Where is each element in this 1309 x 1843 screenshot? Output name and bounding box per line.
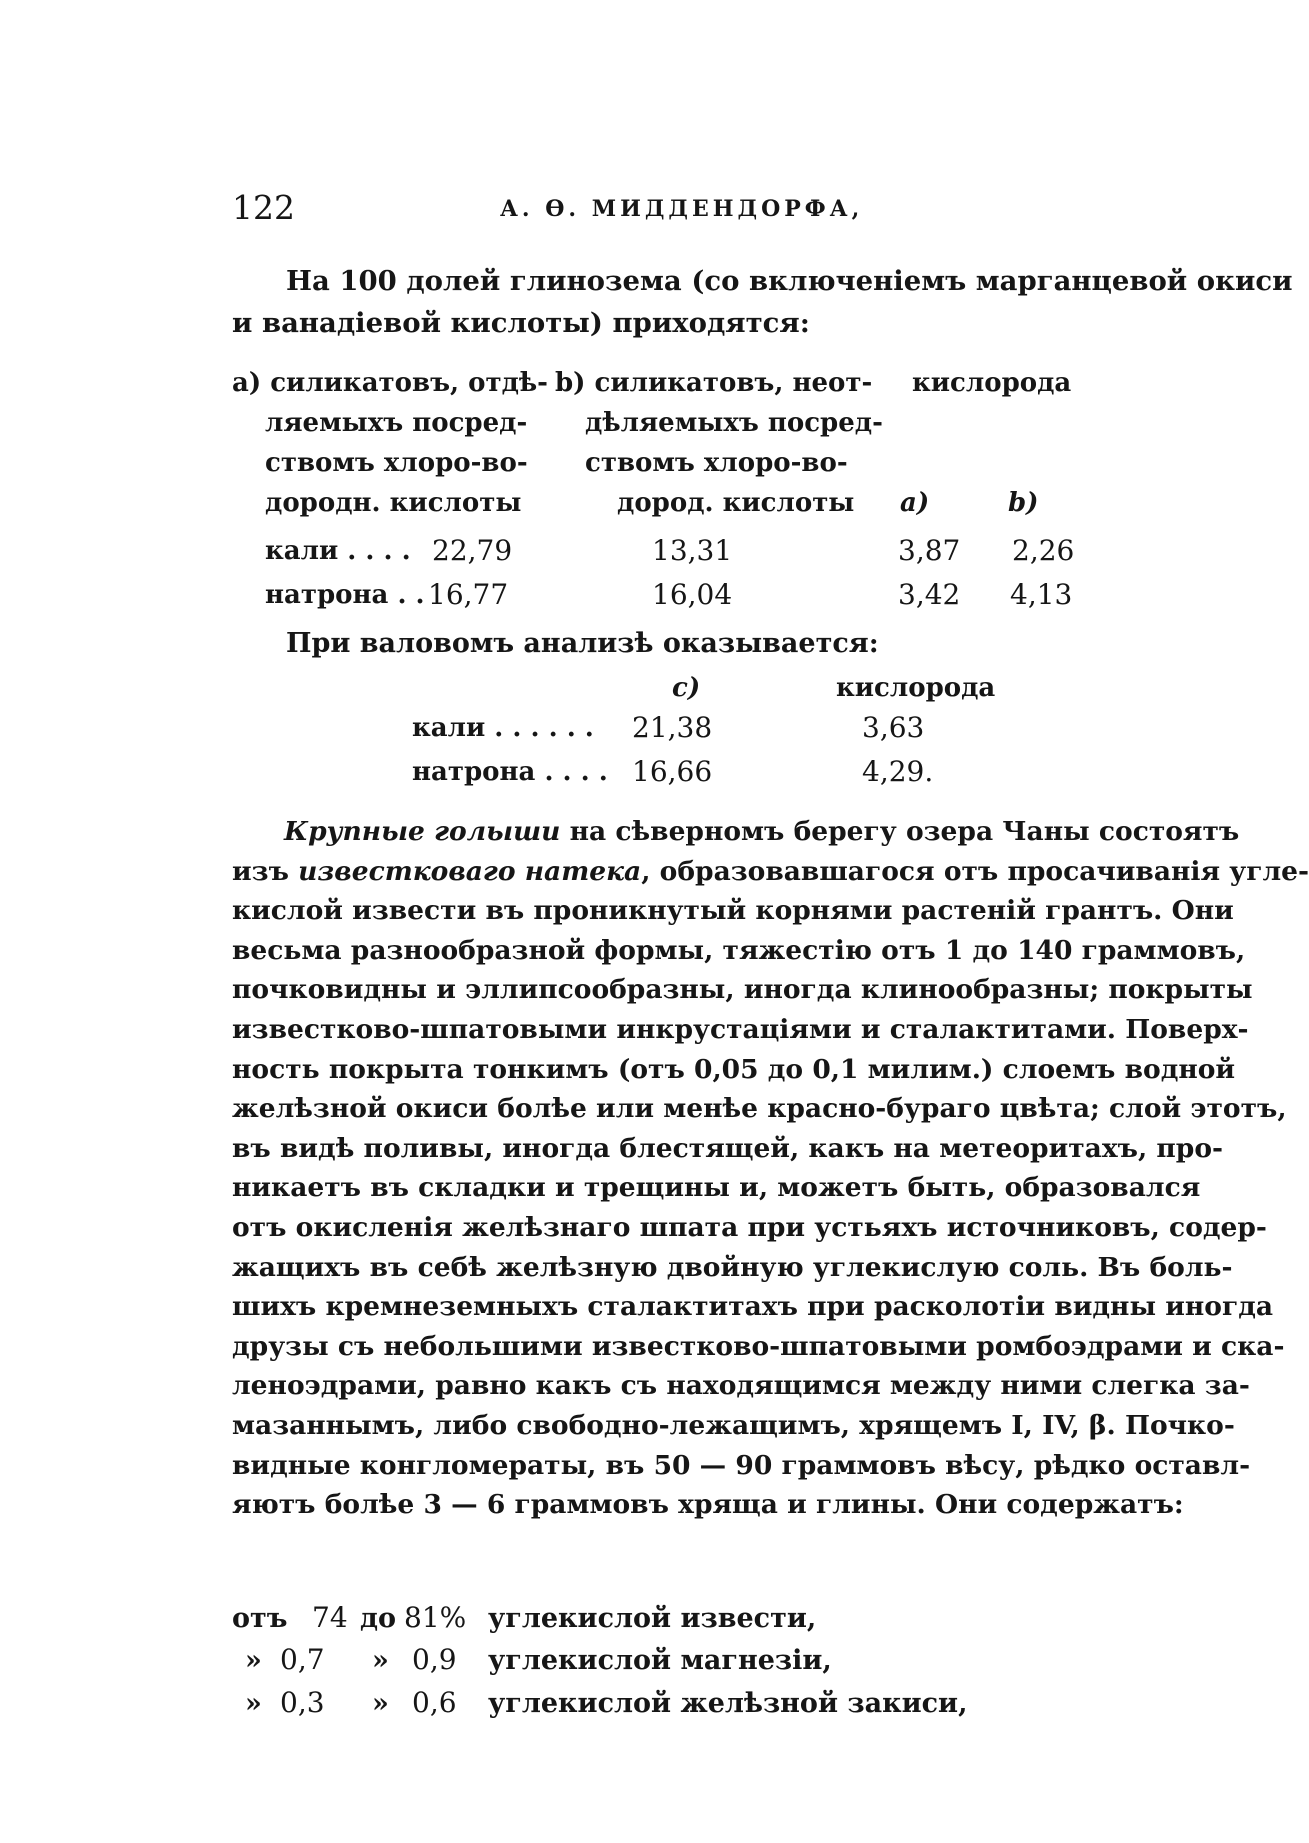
col-b-header-2: дѣляемыхъ посред- <box>585 408 883 438</box>
row-natrona-ox-a: 3,42 <box>898 578 961 611</box>
row-natrona-ox-b: 4,13 <box>1010 578 1073 611</box>
oxygen-header: кислорода <box>912 368 1072 398</box>
page-number: 122 <box>232 188 295 227</box>
paragraph-italic-term: Крупные голыши <box>284 816 561 847</box>
paragraph-line: видные конгломераты, въ 50 — 90 граммовъ вѣсу, рѣдко оставл- <box>232 1449 1251 1481</box>
oxygen-sub-b: b) <box>1008 488 1039 518</box>
bulk-row-natrona-oxygen: 4,29. <box>862 755 934 788</box>
paragraph-line: известково-шпатовыми инкрустаціями и сталактитами. Поверх- <box>232 1013 1249 1045</box>
bulk-row-natrona-label: натрона . . . . <box>412 757 608 787</box>
comp-substance: углекислой извести, <box>488 1603 817 1634</box>
bulk-intro: При валовомъ анализѣ оказывается: <box>286 628 879 659</box>
comp-mid: » <box>372 1688 389 1719</box>
paragraph-line: весьма разнообразной формы, тяжестію отъ 1 до 140 граммовъ, <box>232 934 1246 966</box>
paragraph-line: почковидны и эллипсообразны, иногда клинообразны; покрыты <box>232 974 1253 1006</box>
paragraph-line: отъ окисленія желѣзнаго шпата при устьяхъ источниковъ, содер- <box>232 1211 1267 1243</box>
paragraph-line: друзы съ небольшими известково-шпатовыми ромбоэдрами и ска- <box>232 1330 1285 1362</box>
comp-to: 0,9 <box>412 1643 457 1676</box>
bulk-row-kali-label: кали . . . . . . <box>412 713 594 743</box>
paragraph-line: изъ известковаго натека, образовавшагося отъ просачиванія угле- <box>232 855 1309 887</box>
comp-prefix: отъ <box>232 1603 288 1634</box>
paragraph-line: мазаннымъ, либо свободно-лежащимъ, хрящемъ I, IV, β. Почко- <box>232 1409 1235 1441</box>
paragraph-line: Крупные голыши на сѣверномъ берегу озера Чаны состоятъ <box>284 816 1240 847</box>
row-kali-ox-b: 2,26 <box>1012 534 1075 567</box>
oxygen-sub-a: a) <box>900 488 930 518</box>
paragraph-line: никаетъ въ складки и трещины и, можетъ быть, образовался <box>232 1172 1201 1204</box>
bulk-row-natrona-c: 16,66 <box>632 755 713 788</box>
col-b-header-4: дород. кислоты <box>617 488 855 518</box>
bulk-col-oxygen: кислорода <box>836 673 996 703</box>
row-kali-label: кали . . . . <box>265 536 411 566</box>
paragraph-line: кислой извести въ проникнутый корнями растеній грантъ. Они <box>232 895 1234 927</box>
col-a-header-2: ляемыхъ посред- <box>265 408 528 438</box>
comp-substance: углекислой магнезіи, <box>488 1645 832 1676</box>
paragraph-line: въ видѣ поливы, иногда блестящей, какъ на метеоритахъ, про- <box>232 1132 1223 1164</box>
comp-from: 74 <box>312 1601 348 1634</box>
paragraph-line: жащихъ въ себѣ желѣзную двойную углекислую соль. Въ боль- <box>232 1251 1233 1283</box>
row-kali-b: 13,31 <box>652 534 733 567</box>
row-kali-ox-a: 3,87 <box>898 534 961 567</box>
col-a-header-3: ствомъ хлоро-во- <box>265 448 528 478</box>
col-b-header-1: b) силикатовъ, неот- <box>555 368 873 398</box>
row-natrona-label: натрона . . <box>265 580 425 610</box>
row-natrona-a: 16,77 <box>428 578 509 611</box>
comp-prefix: » <box>245 1688 262 1719</box>
comp-to: 81% <box>404 1601 467 1634</box>
paragraph-line: яютъ болѣе 3 — 6 граммовъ хряща и глины. Они содержатъ: <box>232 1489 1184 1521</box>
running-title: А. Ѳ. МИДДЕНДОРФА, <box>500 196 864 222</box>
col-b-header-3: ствомъ хлоро-во- <box>585 448 848 478</box>
comp-to: 0,6 <box>412 1686 457 1719</box>
comp-mid: » <box>372 1645 389 1676</box>
bulk-row-kali-c: 21,38 <box>632 711 713 744</box>
comp-from: 0,3 <box>280 1686 325 1719</box>
bulk-col-c: c) <box>672 673 701 703</box>
intro-line-1: На 100 долей глинозема (со включеніемъ марганцевой окиси <box>286 265 1293 297</box>
paragraph-line: желѣзной окиси болѣе или менѣе красно-бураго цвѣта; слой этотъ, <box>232 1093 1287 1125</box>
comp-substance: углекислой желѣзной закиси, <box>488 1688 968 1719</box>
bulk-row-kali-oxygen: 3,63 <box>862 711 925 744</box>
paragraph-line: ность покрыта тонкимъ (отъ 0,05 до 0,1 милим.) слоемъ водной <box>232 1053 1236 1085</box>
col-a-header-4: дородн. кислоты <box>265 488 522 518</box>
body-paragraph <box>232 812 1309 1525</box>
intro-line-2: и ванадіевой кислоты) приходятся: <box>232 307 810 339</box>
paragraph-line: леноэдрами, равно какъ съ находящимся между ними слегка за- <box>232 1370 1250 1402</box>
row-kali-a: 22,79 <box>432 534 513 567</box>
comp-mid: до <box>360 1603 397 1634</box>
col-a-header-1: a) силикатовъ, отдѣ- <box>232 368 548 398</box>
row-natrona-b: 16,04 <box>652 578 733 611</box>
comp-from: 0,7 <box>280 1643 325 1676</box>
comp-prefix: » <box>245 1645 262 1676</box>
paragraph-italic-term: известковаго натека <box>298 855 642 887</box>
paragraph-line: шихъ кремнеземныхъ сталактитахъ при расколотіи видны иногда <box>232 1291 1274 1323</box>
